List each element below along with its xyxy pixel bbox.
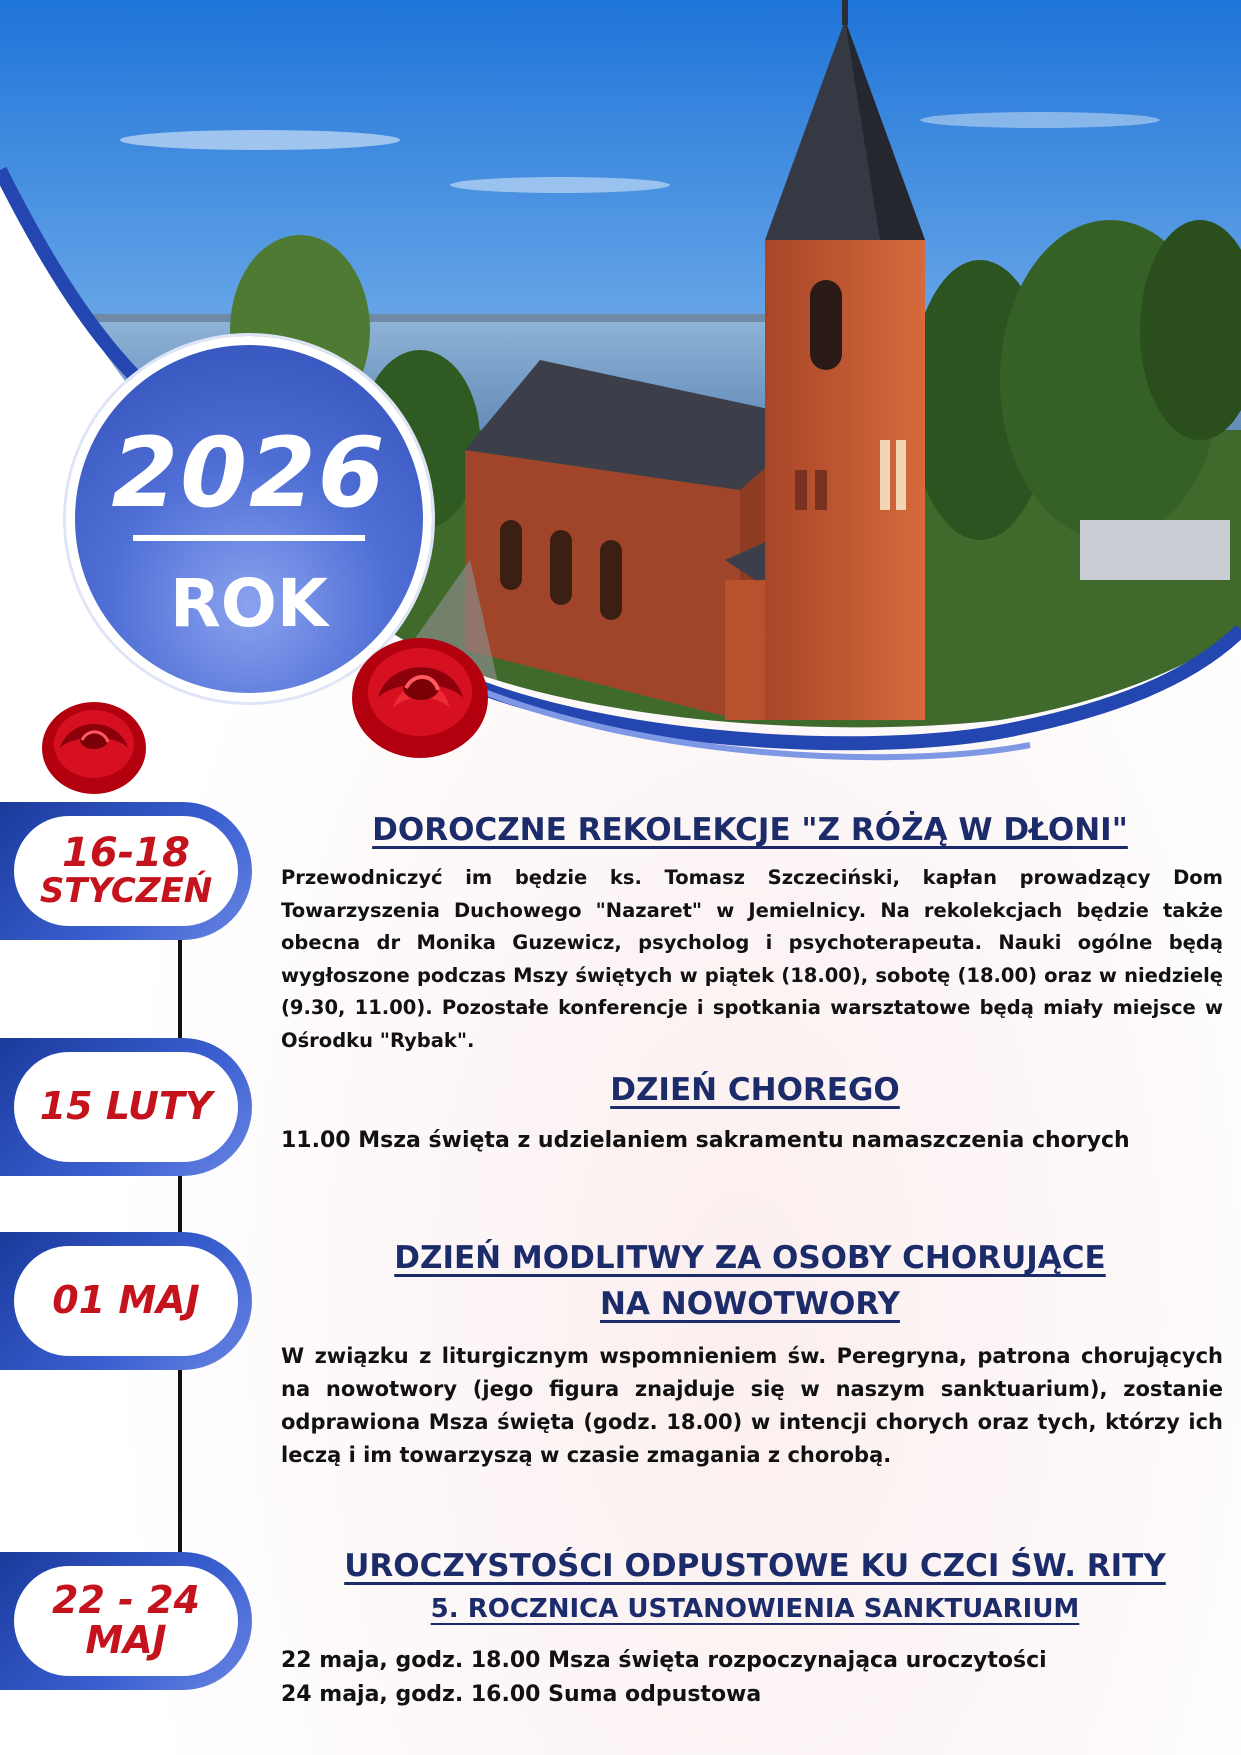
year-label: ROK	[169, 565, 329, 642]
date-badge	[0, 1038, 252, 1176]
event-schedule-line-1: 22 maja, godz. 18.00 Msza święta rozpoczynająca uroczytości	[281, 1648, 1047, 1673]
event-title: DZIEŃ CHOREGO	[610, 1072, 900, 1108]
date-month: STYCZEŃ	[39, 871, 213, 912]
date-label: 15 LUTY	[39, 1084, 213, 1129]
date-pill	[14, 1566, 238, 1676]
date-badge	[0, 1552, 252, 1690]
date-days: 22 - 24	[52, 1578, 200, 1623]
event-title: DOROCZNE REKOLEKCJE "Z RÓŻĄ W DŁONI"	[372, 812, 1128, 848]
year-number: 2026	[111, 417, 387, 529]
date-month: MAJ	[85, 1618, 167, 1662]
date-badge	[0, 1232, 252, 1370]
rose-icon	[348, 628, 493, 763]
date-pill	[14, 1246, 238, 1356]
rose-icon	[38, 694, 150, 798]
date-days: 16-18	[62, 830, 190, 877]
event-title-line-1: UROCZYSTOŚCI ODPUSTOWE KU CZCI ŚW. RITY	[344, 1548, 1166, 1584]
date-pill	[14, 1052, 238, 1162]
year-underline	[133, 535, 365, 541]
event-title-line-2: 5. ROCZNICA USTANOWIENIA SANKTUARIUM	[430, 1594, 1080, 1624]
date-pill	[14, 816, 238, 926]
date-label: 01 MAJ	[52, 1278, 200, 1323]
event-title-line-1: DZIEŃ MODLITWY ZA OSOBY CHORUJĄCE	[394, 1240, 1106, 1276]
event-description: W związku z liturgicznym wspomnieniem św. Peregryna, patrona chorujących na nowotwory (jego figura znajduje się w naszym sanktuarium), zostanie odprawiona Msza święta (godz. 18.00) w intencji chorych oraz tych, którzy ich leczą i im towarzyszą w czasie zmagania z chorobą.	[281, 1344, 1223, 1467]
event-title-line-2: NA NOWOTWORY	[600, 1286, 900, 1322]
timeline-line	[178, 900, 182, 1560]
event-schedule-line-2: 24 maja, godz. 16.00 Suma odpustowa	[281, 1682, 762, 1707]
date-badge	[0, 802, 252, 940]
event-description: 11.00 Msza święta z udzielaniem sakramentu namaszczenia chorych	[281, 1128, 1130, 1153]
event-description: Przewodniczyć im będzie ks. Tomasz Szczeciński, kapłan prowadzący Dom Towarzyszenia Duchowego "Nazaret" w Jemielnicy. Na rekolekcjach będzie także obecna dr Monika Guzewicz, psycholog i psychoterapeuta. Nauki ogólne będą wygłoszone podczas Mszy świętych w piątek (18.00), sobotę (18.00) oraz w niedzielę (9.30, 11.00). Pozostałe konferencje i spotkania warsztatowe będą miały miejsce w Ośrodku "Rybak".	[281, 866, 1223, 1052]
